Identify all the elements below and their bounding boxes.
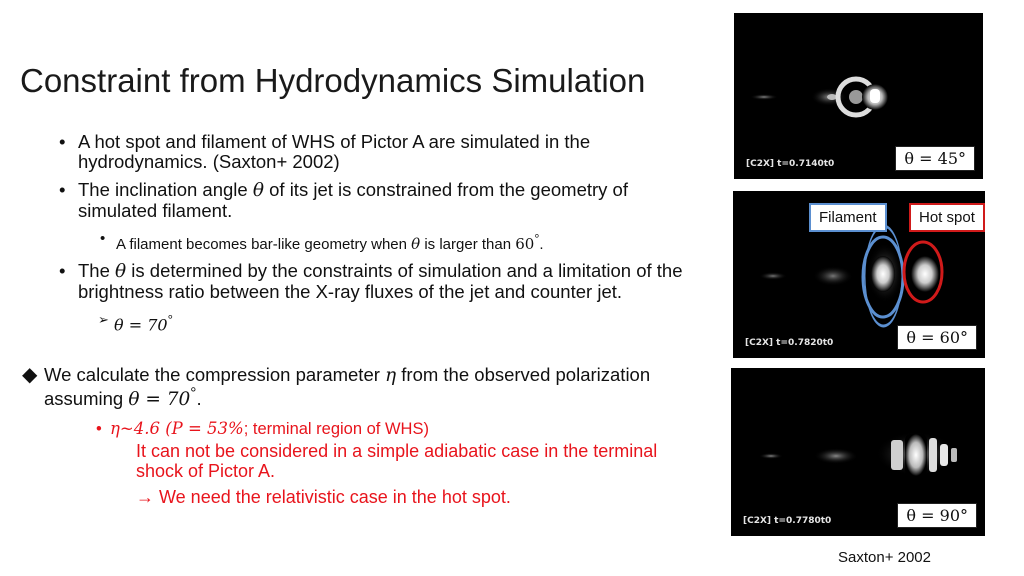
result-theta: ➢ θ = 70° [98, 312, 173, 335]
sub-bullet-eta: • η~4.6 (P = 53%; terminal region of WHS) [50, 419, 700, 439]
simulation-panel-90 [731, 368, 985, 536]
bullet-list [22, 131, 700, 513]
red-note-relativistic: → We need the relativistic case in the hot spot. [136, 487, 511, 508]
theta-badge-60: θ = 60° [897, 325, 977, 350]
bullet-inclination: • The inclination angle θ of its jet is constrained from the geometry of simulated filament. [50, 180, 700, 221]
bullet-determined: • The θ is determined by the constraints of simulation and a limitation of the brightness ratio between the X-ray fluxes of the jet and counter jet. [50, 261, 700, 302]
figure-credit: Saxton+ 2002 [838, 549, 931, 566]
theta-badge-45: θ = 45° [895, 146, 975, 171]
bullet-compression: ◆ We calculate the compression parameter η from the observed polarization assuming θ = 70°. [22, 364, 651, 411]
simulation-panel-45 [734, 13, 983, 179]
theta-badge-90: θ = 90° [897, 503, 977, 528]
slide-title: Constraint from Hydrodynamics Simulation [20, 62, 646, 99]
time-label-45: [C2X] t=0.7140t0 [746, 159, 835, 169]
time-label-90: [C2X] t=0.7780t0 [743, 516, 832, 526]
sub-bullet-filament: • A filament becomes bar-like geometry when θ is larger than 60°. [50, 229, 700, 255]
diamond-icon: ◆ [22, 364, 38, 387]
bullet-simulation: • A hot spot and filament of WHS of Pictor A are simulated in the hydrodynamics. (Saxton+ 2002) [50, 132, 700, 172]
red-note-adiabatic: It can not be considered in a simple adiabatic case in the terminal shock of Pictor A. [136, 441, 658, 482]
filament-ring [863, 237, 903, 317]
hotspot-label: Hot spot [909, 203, 985, 232]
hotspot-ring [904, 242, 942, 302]
filament-label: Filament [809, 203, 887, 232]
arrow-icon: ➢ [98, 312, 109, 327]
time-label-60: [C2X] t=0.7820t0 [745, 338, 834, 348]
